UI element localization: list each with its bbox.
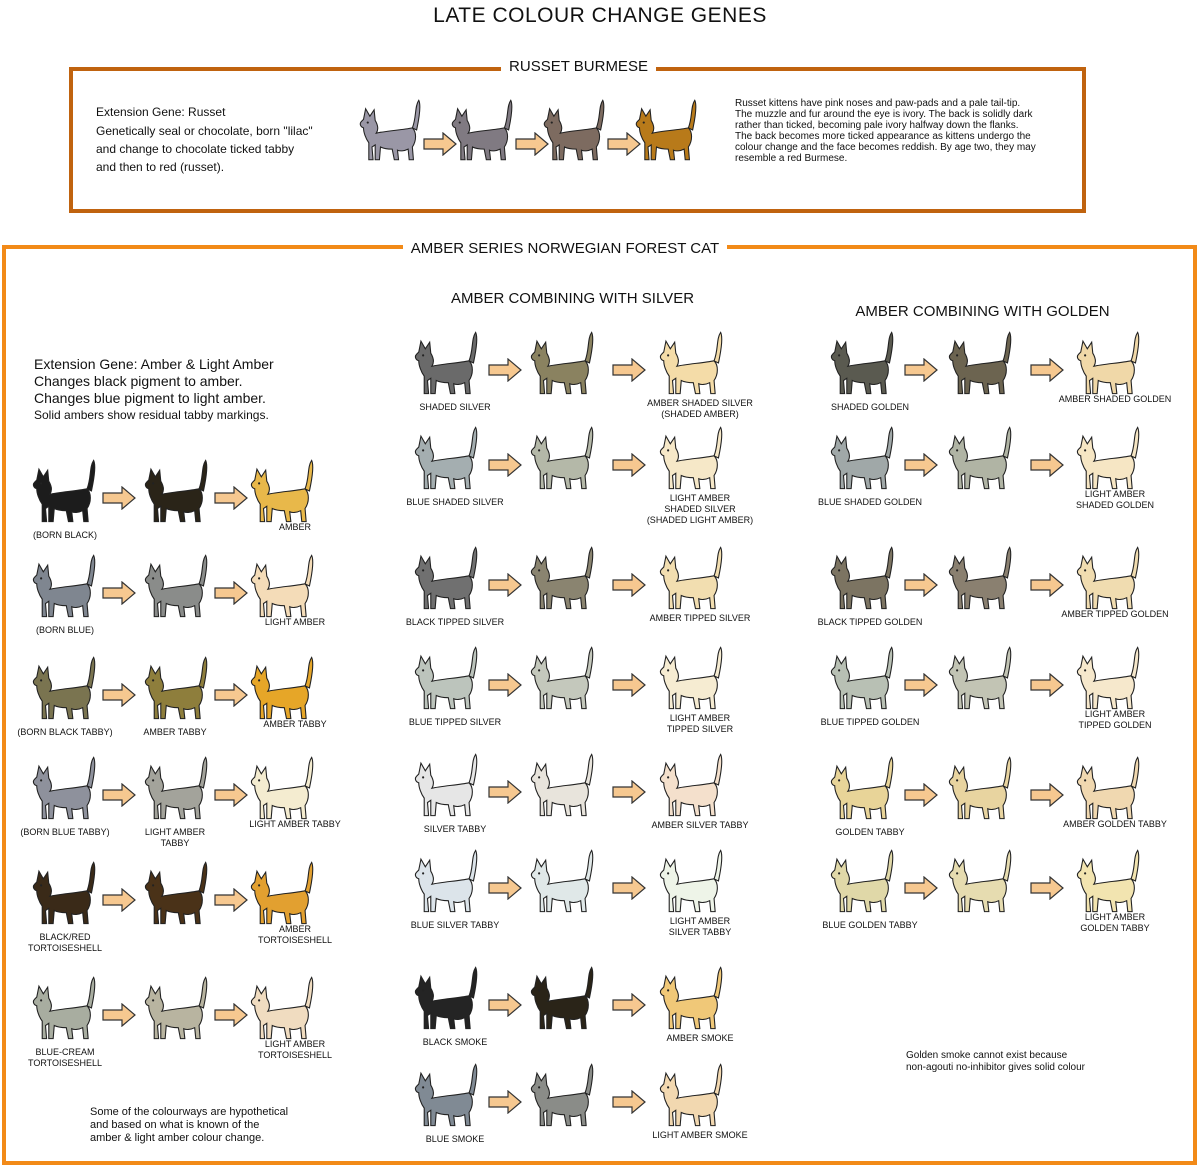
russet-stage-cat bbox=[447, 98, 515, 162]
cat-illustration bbox=[826, 330, 896, 396]
cat-label: AMBER GOLDEN TABBY bbox=[1063, 819, 1167, 829]
cat-label: BLUE-CREAM TORTOISESHELL bbox=[27, 1047, 103, 1068]
cat-label: LIGHT AMBER TIPPED SILVER bbox=[666, 713, 734, 734]
cat-illustration bbox=[826, 755, 896, 821]
arrow-icon bbox=[904, 673, 938, 697]
cat-illustration bbox=[655, 848, 725, 914]
amber-section-title: AMBER SERIES NORWEGIAN FOREST CAT bbox=[0, 240, 1130, 257]
text-line: and then to red (russet). bbox=[96, 160, 225, 174]
arrow-icon bbox=[102, 783, 136, 807]
cat-illustration bbox=[410, 848, 480, 914]
arrow-icon bbox=[214, 581, 248, 605]
cat-label: AMBER SHADED GOLDEN bbox=[1058, 394, 1172, 404]
cat-illustration bbox=[1072, 848, 1142, 914]
cat-label: (BORN BLUE TABBY) bbox=[20, 827, 110, 837]
text-line: amber & light amber colour change. bbox=[90, 1132, 265, 1144]
text-line: Genetically seal or chocolate, born "lilac" bbox=[96, 124, 313, 138]
cat-illustration bbox=[1072, 425, 1142, 491]
text-line: and change to chocolate ticked tabby bbox=[96, 142, 295, 156]
cat-illustration bbox=[1072, 645, 1142, 711]
cat-label: BLACK TIPPED GOLDEN bbox=[817, 617, 923, 627]
cat-illustration bbox=[140, 553, 210, 619]
arrow-icon bbox=[612, 673, 646, 697]
arrow-icon bbox=[904, 783, 938, 807]
arrow-icon bbox=[1030, 453, 1064, 477]
cat-illustration bbox=[655, 752, 725, 818]
cat-label: BLUE SHADED SILVER bbox=[406, 497, 504, 507]
cat-label: LIGHT AMBER TIPPED GOLDEN bbox=[1078, 709, 1152, 730]
cat-label: AMBER TIPPED GOLDEN bbox=[1061, 609, 1169, 619]
cat-label: (BORN BLACK TABBY) bbox=[17, 727, 113, 737]
text-line: and based on what is known of the bbox=[90, 1119, 260, 1131]
arrow-icon bbox=[904, 573, 938, 597]
cat-illustration bbox=[410, 752, 480, 818]
russet-gene-description bbox=[96, 122, 346, 176]
arrow-icon bbox=[102, 581, 136, 605]
cat-label: (BORN BLUE) bbox=[35, 625, 94, 635]
cat-label: BLUE GOLDEN TABBY bbox=[822, 920, 918, 930]
cat-label: AMBER TORTOISESHELL bbox=[257, 924, 333, 945]
cat-illustration bbox=[28, 975, 98, 1041]
cat-illustration bbox=[140, 755, 210, 821]
cat-illustration bbox=[410, 645, 480, 711]
silver-column-title: AMBER COMBINING WITH SILVER bbox=[450, 290, 695, 307]
text-line: rather than ticked, becoming pale ivory halfway down the flanks. bbox=[735, 120, 1019, 131]
cat-label: LIGHT AMBER SHADED GOLDEN bbox=[1075, 489, 1155, 510]
cat-illustration bbox=[826, 425, 896, 491]
cat-illustration bbox=[246, 860, 316, 926]
arrow-icon bbox=[102, 683, 136, 707]
russet-description bbox=[735, 98, 1080, 164]
golden-smoke-note bbox=[906, 1050, 1166, 1074]
cat-illustration bbox=[655, 330, 725, 396]
cat-illustration bbox=[526, 645, 596, 711]
arrow-icon bbox=[488, 453, 522, 477]
arrow-icon bbox=[612, 876, 646, 900]
arrow-icon bbox=[612, 358, 646, 382]
cat-illustration bbox=[246, 553, 316, 619]
cat-illustration bbox=[526, 425, 596, 491]
russet-stage-cat bbox=[355, 98, 423, 162]
arrow-icon bbox=[612, 993, 646, 1017]
arrow-icon bbox=[102, 888, 136, 912]
arrow-icon bbox=[1030, 573, 1064, 597]
cat-illustration bbox=[28, 553, 98, 619]
cat-label: BLACK TIPPED SILVER bbox=[405, 617, 505, 627]
cat-label: SILVER TABBY bbox=[423, 824, 487, 834]
text-line: Extension Gene: Amber & Light Amber bbox=[34, 356, 274, 372]
hypothetical-note bbox=[90, 1106, 350, 1145]
cat-illustration bbox=[944, 545, 1014, 611]
cat-label: SHADED SILVER bbox=[419, 402, 491, 412]
cat-label: LIGHT AMBER TORTOISESHELL bbox=[257, 1039, 333, 1060]
cat-illustration bbox=[944, 330, 1014, 396]
cat-label: AMBER TIPPED SILVER bbox=[649, 613, 751, 623]
arrow-icon bbox=[488, 573, 522, 597]
cat-label: BLUE TIPPED SILVER bbox=[408, 717, 502, 727]
amber-intro bbox=[34, 356, 374, 423]
cat-illustration bbox=[944, 848, 1014, 914]
text-line: Russet kittens have pink noses and paw-pads and a pale tail-tip. bbox=[735, 98, 1021, 109]
cat-illustration bbox=[655, 1062, 725, 1128]
cat-illustration bbox=[826, 645, 896, 711]
cat-illustration bbox=[246, 975, 316, 1041]
cat-illustration bbox=[655, 425, 725, 491]
cat-illustration bbox=[410, 330, 480, 396]
cat-illustration bbox=[140, 860, 210, 926]
golden-column-title: AMBER COMBINING WITH GOLDEN bbox=[855, 303, 1110, 320]
arrow-icon bbox=[612, 573, 646, 597]
cat-label: SHADED GOLDEN bbox=[830, 402, 910, 412]
cat-label: LIGHT AMBER SMOKE bbox=[652, 1130, 748, 1140]
cat-illustration bbox=[526, 545, 596, 611]
russet-stage-cat bbox=[539, 98, 607, 162]
cat-illustration bbox=[655, 545, 725, 611]
arrow-icon bbox=[488, 358, 522, 382]
cat-illustration bbox=[246, 755, 316, 821]
cat-label: LIGHT AMBER TABBY bbox=[144, 827, 206, 848]
cat-illustration bbox=[28, 755, 98, 821]
cat-illustration bbox=[410, 1062, 480, 1128]
cat-label: LIGHT AMBER GOLDEN TABBY bbox=[1080, 912, 1150, 933]
cat-label: BLACK SMOKE bbox=[422, 1037, 488, 1047]
cat-illustration bbox=[944, 645, 1014, 711]
cat-label: AMBER TABBY bbox=[143, 727, 207, 737]
text-line: colour change and the face becomes reddish. By age two, they may bbox=[735, 142, 1036, 153]
text-line: resemble a red Burmese. bbox=[735, 153, 848, 164]
arrow-icon bbox=[488, 780, 522, 804]
russet-section-title: RUSSET BURMESE bbox=[0, 58, 1157, 75]
cat-illustration bbox=[526, 1062, 596, 1128]
text-line: non-agouti no-inhibitor gives solid colour bbox=[906, 1062, 1085, 1073]
arrow-icon bbox=[904, 453, 938, 477]
cat-label: (BORN BLACK) bbox=[32, 530, 97, 540]
arrow-icon bbox=[488, 1090, 522, 1114]
cat-label: BLUE SILVER TABBY bbox=[410, 920, 500, 930]
cat-illustration bbox=[944, 425, 1014, 491]
cat-label: LIGHT AMBER SHADED SILVER (SHADED LIGHT AMBER) bbox=[646, 493, 754, 525]
cat-label: BLUE SMOKE bbox=[425, 1134, 485, 1144]
arrow-icon bbox=[904, 876, 938, 900]
cat-illustration bbox=[826, 545, 896, 611]
arrow-icon bbox=[612, 1090, 646, 1114]
arrow-icon bbox=[214, 1003, 248, 1027]
cat-illustration bbox=[246, 655, 316, 721]
cat-label: LIGHT AMBER SILVER TABBY bbox=[668, 916, 732, 937]
cat-illustration bbox=[28, 655, 98, 721]
cat-illustration bbox=[410, 545, 480, 611]
cat-illustration bbox=[944, 755, 1014, 821]
cat-illustration bbox=[655, 645, 725, 711]
cat-illustration bbox=[526, 848, 596, 914]
cat-label: BLUE SHADED GOLDEN bbox=[817, 497, 923, 507]
cat-label: AMBER SHADED SILVER (SHADED AMBER) bbox=[647, 398, 753, 419]
cat-illustration bbox=[140, 458, 210, 524]
cat-illustration bbox=[28, 860, 98, 926]
russet-stage-cat bbox=[631, 98, 699, 162]
arrow-icon bbox=[488, 876, 522, 900]
cat-illustration bbox=[410, 965, 480, 1031]
cat-label: LIGHT AMBER TABBY bbox=[249, 819, 341, 829]
cat-illustration bbox=[526, 965, 596, 1031]
text-line: Golden smoke cannot exist because bbox=[906, 1050, 1068, 1061]
text-line: The back becomes more ticked appearance as kittens undergo the bbox=[735, 131, 1031, 142]
text-line: Changes blue pigment to light amber. bbox=[34, 390, 266, 406]
arrow-icon bbox=[612, 453, 646, 477]
page-title: LATE COLOUR CHANGE GENES bbox=[433, 4, 767, 27]
text-line: Solid ambers show residual tabby markings. bbox=[34, 408, 269, 422]
cat-illustration bbox=[28, 458, 98, 524]
cat-illustration bbox=[246, 458, 316, 524]
cat-illustration bbox=[140, 655, 210, 721]
arrow-icon bbox=[1030, 358, 1064, 382]
text-line: Changes black pigment to amber. bbox=[34, 373, 243, 389]
cat-illustration bbox=[655, 965, 725, 1031]
cat-label: BLACK/RED TORTOISESHELL bbox=[27, 932, 103, 953]
cat-label: AMBER TABBY bbox=[263, 719, 327, 729]
cat-label: GOLDEN TABBY bbox=[835, 827, 905, 837]
arrow-icon bbox=[1030, 876, 1064, 900]
arrow-icon bbox=[214, 783, 248, 807]
text-line: Some of the colourways are hypothetical bbox=[90, 1106, 289, 1118]
russet-gene-label: Extension Gene: Russet bbox=[96, 105, 226, 119]
arrow-icon bbox=[214, 683, 248, 707]
cat-illustration bbox=[1072, 545, 1142, 611]
cat-label: AMBER SMOKE bbox=[666, 1033, 734, 1043]
arrow-icon bbox=[1030, 783, 1064, 807]
cat-label: BLUE TIPPED GOLDEN bbox=[820, 717, 920, 727]
cat-illustration bbox=[140, 975, 210, 1041]
russet-stage-sequence bbox=[355, 98, 715, 168]
arrow-icon bbox=[612, 780, 646, 804]
arrow-icon bbox=[488, 673, 522, 697]
arrow-icon bbox=[904, 358, 938, 382]
cat-label: AMBER bbox=[278, 522, 311, 532]
cat-illustration bbox=[826, 848, 896, 914]
cat-illustration bbox=[526, 752, 596, 818]
arrow-icon bbox=[214, 486, 248, 510]
cat-illustration bbox=[410, 425, 480, 491]
cat-illustration bbox=[526, 330, 596, 396]
cat-illustration bbox=[1072, 330, 1142, 396]
cat-label: LIGHT AMBER bbox=[264, 617, 326, 627]
arrow-icon bbox=[102, 486, 136, 510]
cat-label: AMBER SILVER TABBY bbox=[651, 820, 749, 830]
arrow-icon bbox=[488, 993, 522, 1017]
arrow-icon bbox=[1030, 673, 1064, 697]
text-line: The muzzle and fur around the eye is ivory. The back is solidly dark bbox=[735, 109, 1033, 120]
russet-gene-block bbox=[96, 104, 346, 176]
cat-illustration bbox=[1072, 755, 1142, 821]
arrow-icon bbox=[102, 1003, 136, 1027]
arrow-icon bbox=[214, 888, 248, 912]
